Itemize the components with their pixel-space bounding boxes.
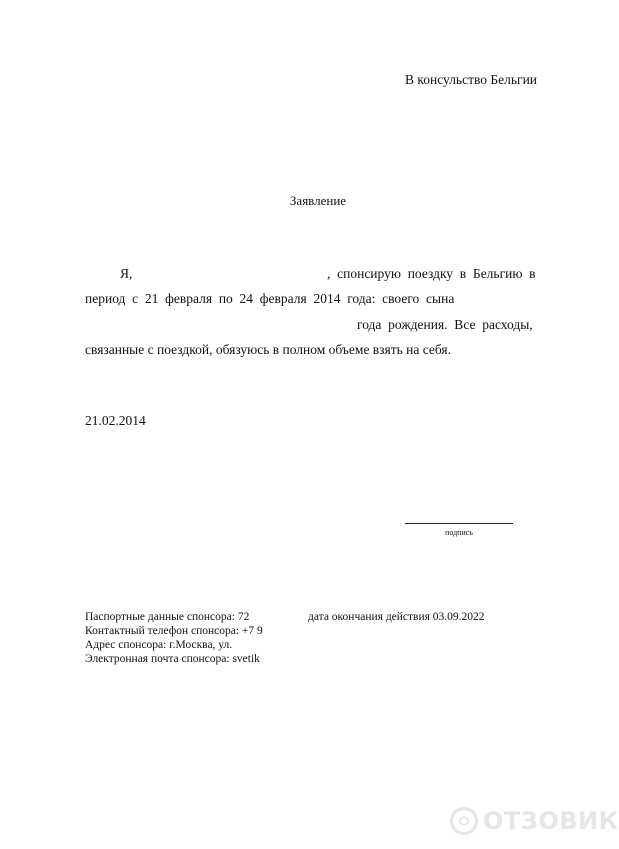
body-line-4: связанные с поездкой, обязуюсь в полном объеме взять на себя. xyxy=(85,342,452,357)
otzovik-logo-icon xyxy=(450,807,478,835)
document-date: 21.02.2014 xyxy=(85,413,146,428)
sponsor-phone: Контактный телефон спонсора: +7 9 xyxy=(85,625,263,637)
body-line-3-text: года рождения. Все расходы, xyxy=(357,317,533,332)
body-line-1-rest: , спонсирую поездку в Бельгию в xyxy=(327,266,536,281)
otzovik-watermark-text: ОТЗОВИК xyxy=(483,807,619,835)
sponsor-passport-expiry: дата окончания действия 03.09.2022 xyxy=(308,611,485,623)
signature-line xyxy=(405,523,513,524)
body-line-2: период с 21 февраля по 24 февраля 2014 года: своего сына xyxy=(85,291,455,306)
sponsor-address: Адрес спонсора: г.Москва, ул. xyxy=(85,639,233,651)
sponsor-email: Электронная почта спонсора: svetik xyxy=(85,653,260,665)
document-title: Заявление xyxy=(289,193,347,208)
otzovik-watermark xyxy=(450,803,619,839)
body-line-1-lead: Я, xyxy=(120,266,133,281)
sponsor-passport: Паспортные данные спонсора: 72 xyxy=(85,611,250,623)
signature-caption: подпись xyxy=(445,528,473,537)
addressee: В консульство Бельгии xyxy=(405,72,538,87)
